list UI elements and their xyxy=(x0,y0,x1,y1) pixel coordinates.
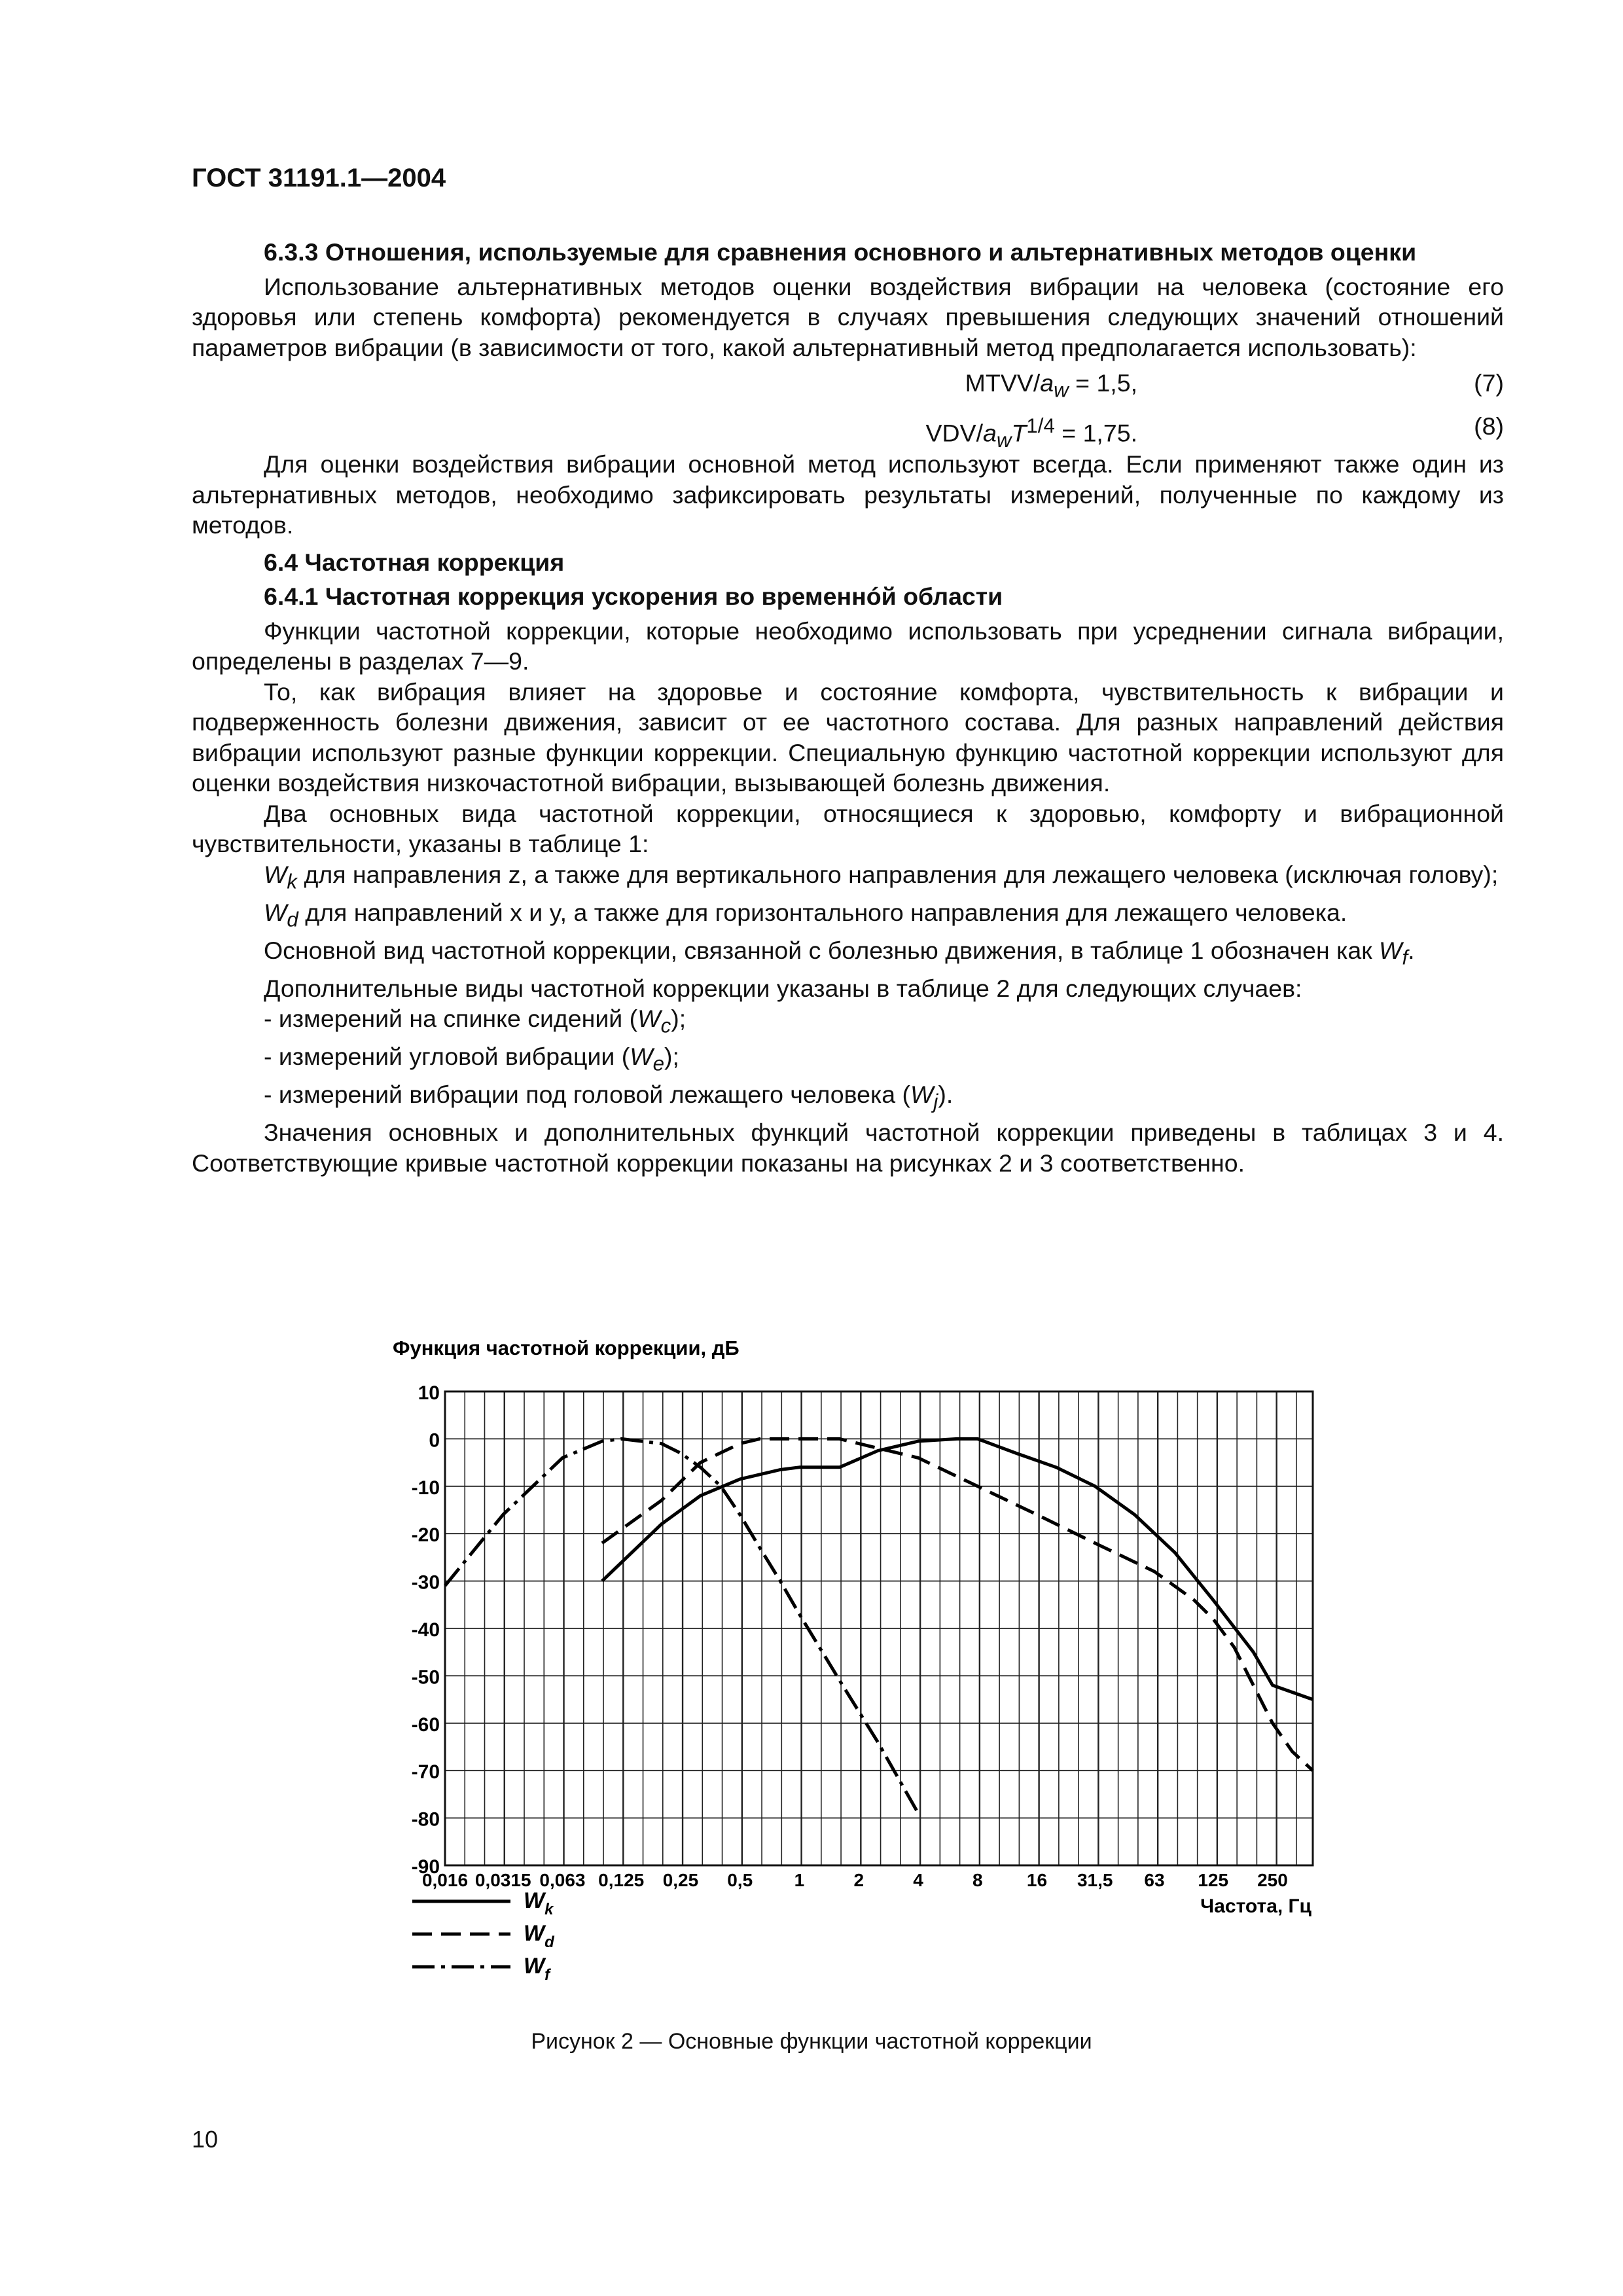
section-6-4-heading: 6.4 Частотная коррекция xyxy=(264,548,565,576)
series-line-Wf xyxy=(445,1439,918,1813)
wk-description: $W_k$ для направления z, а также для вертикального направления для лежащего человека (исключая голову); xyxy=(264,860,1499,893)
list-item: - измерений угловой вибрации $(W_e)$; xyxy=(264,1043,679,1075)
x-tick-label: 1 xyxy=(794,1870,805,1890)
section-6-4-1-paragraph-5: Дополнительные виды частотной коррекции указаны в таблице 2 для следующих случаев: xyxy=(264,974,1302,1002)
x-tick-label: 0,063 xyxy=(539,1870,586,1890)
y-tick-label: -20 xyxy=(411,1524,440,1547)
formula-7-expression: MTVV/$a_w = 1,5$, xyxy=(965,369,1137,402)
section-6-4-1-paragraph-2: То, как вибрация влияет на здоровье и состояние комфорта, чувствительность к вибрации и подверженность болезни движения, зависит от ее частотного состава. Для разных направлений действия вибрации используют разные функции коррекции. Специальную функцию частотной коррекции используют для оценки воздействия низкочастотной вибрации, вызывающей болезнь движения. xyxy=(192,677,1504,797)
y-tick-label: 0 xyxy=(429,1429,440,1452)
list-item: - измерений на спинке сидений $(W_c)$; xyxy=(264,1005,687,1037)
x-tick-label: 0,0315 xyxy=(474,1870,531,1890)
y-tick-label: -40 xyxy=(411,1619,440,1641)
y-tick-label: -90 xyxy=(411,1856,440,1878)
x-axis-label: Частота, Гц xyxy=(1200,1895,1311,1917)
section-6-3-3-heading: 6.3.3 Отношения, используемые для сравнения основного и альтернативных методов оценки xyxy=(264,238,1417,266)
section-6-4-1-heading: 6.4.1 Частотная коррекция ускорения во временнóй области xyxy=(264,583,1003,610)
x-tick-label: 8 xyxy=(972,1870,983,1890)
series-line-Wk xyxy=(602,1439,1313,1699)
wd-description: $W_d$ для направлений x и y, а также для горизонтального направления для лежащего человека. xyxy=(264,898,1347,931)
legend-label: $W_k$ xyxy=(524,1888,554,1918)
y-tick-label: -10 xyxy=(411,1477,440,1499)
list-item: - измерений вибрации под головой лежащего человека $(W_j)$. xyxy=(264,1081,954,1113)
y-tick-label: -60 xyxy=(411,1713,440,1736)
x-tick-label: 31,5 xyxy=(1077,1870,1113,1890)
chart-title: Функция частотной коррекции, дБ xyxy=(393,1336,740,1359)
x-tick-label: 4 xyxy=(913,1870,923,1890)
section-6-3-3-paragraph-2: Для оценки воздействия вибрации основной метод используют всегда. Если применяют также один из альтернативных методов, необходимо зафиксировать результаты измерений, полученные по каждому из методов. xyxy=(192,450,1504,539)
x-tick-label: 0,125 xyxy=(598,1870,645,1890)
legend-label: $W_d$ xyxy=(524,1921,554,1951)
section-6-4-1-paragraph-3: Два основных вида частотной коррекции, относящиеся к здоровью, комфорту и вибрационной чувствительности, указаны в таблице 1: xyxy=(192,799,1504,857)
y-tick-label: -80 xyxy=(411,1808,440,1831)
x-tick-label: 0,5 xyxy=(727,1870,753,1890)
wf-description: Основной вид частотной коррекции, связанной с болезнью движения, в таблице 1 обозначен как $W_f$. xyxy=(264,936,1415,969)
x-tick-label: 125 xyxy=(1198,1870,1229,1890)
section-6-4-1-paragraph-6: Значения основных и дополнительных функций частотной коррекции приведены в таблицах 3 и 4. Соответствующие кривые частотной коррекции показаны на рисунках 2 и 3 соответственно. xyxy=(192,1119,1504,1177)
x-tick-label: 250 xyxy=(1257,1870,1288,1890)
x-tick-label: 16 xyxy=(1026,1870,1048,1890)
formula-8-number: (8) xyxy=(1474,412,1504,440)
y-tick-label: 10 xyxy=(418,1382,440,1404)
y-tick-label: -70 xyxy=(411,1761,440,1784)
x-tick-label: 0,25 xyxy=(662,1870,699,1890)
series-line-Wd xyxy=(602,1439,1313,1770)
x-tick-label: 0,016 xyxy=(421,1870,469,1890)
document-header: ГОСТ 31191.1—2004 xyxy=(192,164,446,192)
y-tick-label: -30 xyxy=(411,1571,440,1594)
formula-8-expression: VDV/$a_wT^{1/4} = 1,75$. xyxy=(925,414,1137,452)
x-tick-label: 63 xyxy=(1144,1870,1165,1890)
y-tick-label: -50 xyxy=(411,1666,440,1689)
formula-7-number: (7) xyxy=(1474,369,1504,397)
figure-caption: Рисунок 2 — Основные функции частотной коррекции xyxy=(531,2029,1092,2054)
legend-label: $W_f$ xyxy=(524,1954,550,1984)
page-number: 10 xyxy=(192,2126,219,2153)
section-6-3-3-paragraph-1: Использование альтернативных методов оценки воздействия вибрации на человека (состояние его здоровья или степень комфорта) рекомендуется в случаях превышения следующих значений отношений параметров вибрации (в зависимости от того, какой альтернативный метод предполагается использовать): xyxy=(192,272,1504,361)
x-tick-label: 2 xyxy=(853,1870,865,1890)
section-6-4-1-paragraph-1: Функции частотной коррекции, которые необходимо использовать при усреднении сигнала вибрации, определены в разделах 7—9. xyxy=(192,617,1504,675)
